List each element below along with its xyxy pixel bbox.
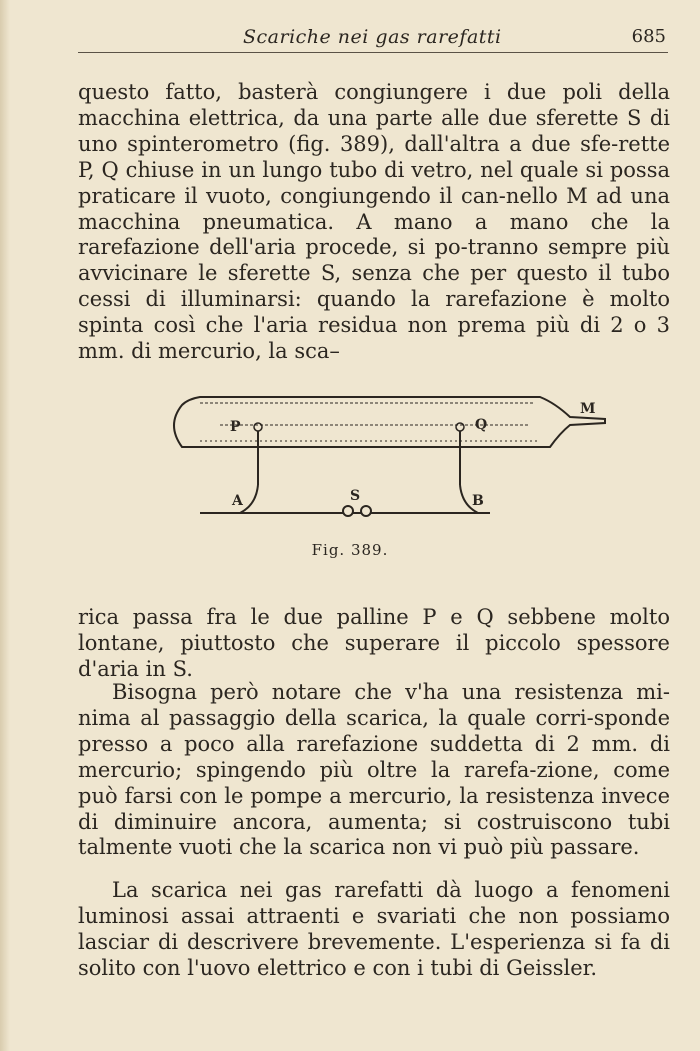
figure-caption: Fig. 389. — [311, 541, 389, 559]
sphere-p — [254, 423, 262, 431]
paragraph-4 — [78, 878, 670, 982]
figure-389 — [160, 385, 620, 525]
label-s: S — [350, 488, 361, 504]
label-m: M — [580, 401, 596, 417]
paragraph-1-text: questo fatto, basterà congiungere i due poli della macchina elettrica, da una parte alle due sferette S di uno spinterometro (fig. 389), dall'altra a due sfe-rette P, Q chiuse in un lungo tubo di vetro, nel quale si possa praticare il vuoto, congiungendo il can-nello M ad una macchina pneumatica. A mano a mano che la rarefazione dell'aria procede, si po-tranno sempre più avvicinare le sferette S, senza che per questo il tubo cessi di illuminarsi: quando la rarefazione è molto spinta così che l'aria residua non prema più di 2 o 3 mm. di mercurio, la sca– — [78, 80, 670, 364]
paragraph-3 — [78, 680, 670, 861]
label-p: P — [230, 419, 241, 435]
paragraph-3-text: Bisogna però notare che v'ha una resistenza mi-nima al passaggio della scarica, la quale corri-sponde presso a poco alla rarefazione suddetta di 2 mm. di mercurio; spingendo più oltre la rarefa-zione, come può farsi con le pompe a mercurio, la resistenza invece di diminuire ancora, aumenta; si costruiscono tubi talmente vuoti che la scarica non vi può più passare. — [78, 680, 670, 860]
paragraph-2 — [78, 605, 670, 683]
running-title: Scariche nei gas rarefatti — [243, 26, 502, 48]
paragraph-2-text: rica passa fra le due palline P e Q sebbene molto lontane, piuttosto che superare il piccolo spessore d'aria in S. — [78, 605, 670, 681]
label-a: A — [232, 493, 243, 509]
spark-gap-sphere-left — [343, 506, 353, 516]
running-header — [78, 22, 668, 53]
label-b: B — [472, 493, 484, 509]
sphere-q — [456, 423, 464, 431]
paragraph-1 — [78, 80, 670, 365]
page-number: 685 — [631, 26, 666, 47]
label-q: Q — [475, 417, 488, 433]
spark-gap-sphere-right — [361, 506, 371, 516]
geissler-tube-diagram — [160, 385, 620, 525]
page-edge — [0, 0, 10, 1051]
paragraph-4-text: La scarica nei gas rarefatti dà luogo a fenomeni luminosi assai attraenti e svariati che non possiamo lasciar di descrivere brevemente. L'esperienza si fa di solito con l'uovo elettrico e con i tubi di Geissler. — [78, 878, 670, 980]
